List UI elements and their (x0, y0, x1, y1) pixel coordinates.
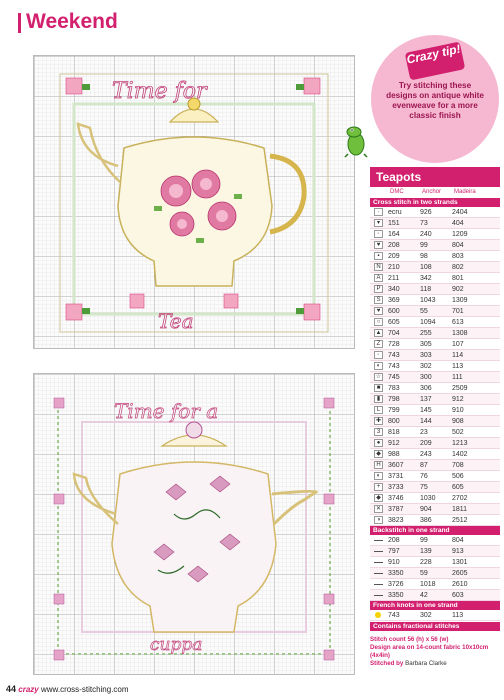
crocodile-icon (343, 124, 369, 158)
key-row (370, 482, 500, 493)
thread-anchor: 55 (420, 307, 428, 315)
thread-madeira: 2702 (452, 494, 468, 502)
thread-anchor: 1043 (420, 296, 436, 304)
thread-anchor: 1030 (420, 494, 436, 502)
stitch-symbol: · (374, 208, 383, 216)
key-row (370, 372, 500, 383)
thread-anchor: 228 (420, 558, 432, 566)
stitch-symbol: ✚ (375, 418, 382, 424)
thread-anchor: 73 (420, 219, 428, 227)
stitch-symbol: ■ (374, 384, 383, 392)
thread-dmc: 369 (388, 296, 400, 304)
stitch-symbol: ◆ (374, 494, 383, 502)
stitched-by-row (370, 660, 500, 668)
thread-anchor: 243 (420, 450, 432, 458)
stitch-symbol: ☆ (375, 374, 382, 380)
key-row (370, 546, 500, 557)
stitch-symbol: ● (374, 439, 383, 447)
thread-anchor: 255 (420, 329, 432, 337)
thread-anchor: 904 (420, 505, 432, 513)
key-row (370, 350, 500, 361)
french-knot-list (370, 610, 500, 621)
key-row (370, 317, 500, 328)
stitched-by-name: Barbara Clarke (405, 660, 447, 667)
thread-madeira: 804 (452, 536, 464, 544)
key-row (370, 295, 500, 306)
thread-dmc: 211 (388, 274, 400, 282)
thread-anchor: 75 (420, 483, 428, 491)
thread-dmc: 3607 (388, 461, 404, 469)
key-row (370, 306, 500, 317)
page-title: Weekend (26, 10, 118, 33)
stitch-symbol: ○ (374, 318, 383, 326)
thread-dmc: 799 (388, 406, 400, 414)
thread-anchor: 98 (420, 252, 428, 260)
cross-stitch-list (370, 207, 500, 526)
backstitch-line-icon (374, 562, 383, 563)
thread-anchor: 300 (420, 373, 432, 381)
thread-anchor: 145 (420, 406, 432, 414)
thread-anchor: 303 (420, 351, 432, 359)
thread-dmc: 600 (388, 307, 400, 315)
thread-anchor: 1018 (420, 580, 436, 588)
thread-madeira: 2509 (452, 384, 468, 392)
backstitch-line-icon (374, 551, 383, 552)
french-knot-dot-icon (375, 612, 381, 618)
thread-madeira: 506 (452, 472, 464, 480)
thread-madeira: 113 (452, 611, 464, 619)
thread-madeira: 404 (452, 219, 464, 227)
key-row (370, 251, 500, 262)
top-chart-line1: Time for (112, 79, 207, 104)
thread-dmc: 745 (388, 373, 400, 381)
section-backstitch: Backstitch in one strand (370, 526, 500, 535)
thread-madeira: 913 (452, 547, 464, 555)
stitch-symbol: ✕ (375, 506, 382, 512)
thread-dmc: 208 (388, 536, 400, 544)
tip-badge: Crazy tip! (405, 41, 466, 80)
thread-madeira: 804 (452, 241, 464, 249)
top-teapot-chart (33, 55, 355, 349)
key-row (370, 579, 500, 590)
key-row (370, 515, 500, 526)
key-column-headers (370, 187, 500, 198)
thread-anchor: 99 (420, 241, 428, 249)
key-row (370, 218, 500, 229)
thread-anchor: 342 (420, 274, 432, 282)
thread-dmc: 743 (388, 362, 400, 370)
thread-anchor: 926 (420, 208, 432, 216)
key-row (370, 405, 500, 416)
thread-dmc: 743 (388, 351, 400, 359)
thread-anchor: 99 (420, 536, 428, 544)
key-row (370, 284, 500, 295)
thread-anchor: 302 (420, 362, 432, 370)
thread-madeira: 613 (452, 318, 464, 326)
stitch-symbol: Z (374, 340, 383, 348)
thread-anchor: 306 (420, 384, 432, 392)
stitch-symbol: ◦ (374, 351, 383, 359)
key-row (370, 262, 500, 273)
thread-madeira: 1402 (452, 450, 468, 458)
stitch-symbol: P (374, 285, 383, 293)
thread-dmc: 209 (388, 252, 400, 260)
thread-dmc: 3746 (388, 494, 404, 502)
thread-dmc: 3350 (388, 591, 404, 599)
thread-madeira: 114 (452, 351, 464, 359)
thread-madeira: 1308 (452, 329, 468, 337)
thread-dmc: 208 (388, 241, 400, 249)
stitch-symbol: ♥ (374, 241, 383, 249)
thread-madeira: 2605 (452, 569, 468, 577)
key-row (370, 240, 500, 251)
key-row (370, 328, 500, 339)
stitch-symbol: ▾ (374, 219, 383, 227)
stitch-symbol: A (374, 274, 383, 282)
section-french-knots: French knots in one strand (370, 601, 500, 610)
section-cross-stitch: Cross stitch in two strands (370, 198, 500, 207)
stitch-symbol: H (374, 461, 383, 469)
stitch-symbol: ◆ (374, 450, 383, 458)
crazy-tip-bubble (371, 35, 499, 163)
magazine-brand: crazy (18, 685, 39, 694)
page-footer (6, 684, 129, 694)
thread-madeira: 2512 (452, 516, 468, 524)
stitch-symbol: + (374, 483, 383, 491)
section-fractional: Contains fractional stitches (370, 622, 500, 631)
thread-madeira: 902 (452, 285, 464, 293)
stitch-symbol: ▮ (374, 395, 383, 403)
col-dmc: DMC (390, 189, 404, 195)
thread-madeira: 605 (452, 483, 464, 491)
thread-anchor: 59 (420, 569, 428, 577)
thread-dmc: 3787 (388, 505, 404, 513)
thread-madeira: 708 (452, 461, 464, 469)
thread-madeira: 1209 (452, 230, 468, 238)
stitch-symbol: N (374, 263, 383, 271)
stitch-symbol: ▲ (375, 330, 382, 336)
stitch-symbol: L (374, 406, 383, 414)
key-row (370, 590, 500, 601)
stitch-symbol: ♥ (374, 307, 383, 315)
bottom-chart-line1: Time for a (114, 399, 219, 423)
thread-madeira: 803 (452, 252, 464, 260)
key-row (370, 229, 500, 240)
key-row (370, 460, 500, 471)
stitch-symbol: S (374, 296, 383, 304)
thread-dmc: 704 (388, 329, 400, 337)
thread-dmc: 210 (388, 263, 400, 271)
thread-anchor: 87 (420, 461, 428, 469)
thread-madeira: 802 (452, 263, 464, 271)
stitch-symbol: ◐ (374, 362, 383, 370)
key-row (370, 449, 500, 460)
thread-madeira: 2610 (452, 580, 468, 588)
thread-anchor: 302 (420, 611, 432, 619)
thread-madeira: 107 (452, 340, 464, 348)
thread-madeira: 1301 (452, 558, 468, 566)
key-row (370, 339, 500, 350)
backstitch-line-icon (374, 584, 383, 585)
thread-dmc: 164 (388, 230, 400, 238)
key-row (370, 416, 500, 427)
key-row (370, 610, 500, 621)
thread-dmc: 912 (388, 439, 400, 447)
thread-madeira: 603 (452, 591, 464, 599)
thread-madeira: 910 (452, 406, 464, 414)
key-row (370, 557, 500, 568)
stitched-by-label: Stitched by (370, 660, 404, 667)
key-row (370, 394, 500, 405)
key-row (370, 438, 500, 449)
stitch-info (370, 636, 500, 668)
thread-dmc: 605 (388, 318, 400, 326)
key-row (370, 427, 500, 438)
thread-dmc: 910 (388, 558, 400, 566)
thread-anchor: 305 (420, 340, 432, 348)
thread-anchor: 23 (420, 428, 428, 436)
key-title: Teapots (370, 167, 500, 187)
thread-anchor: 108 (420, 263, 432, 271)
thread-dmc: 3350 (388, 569, 404, 577)
thread-dmc: 3726 (388, 580, 404, 588)
col-anchor: Anchor (422, 189, 442, 195)
thread-dmc: 783 (388, 384, 400, 392)
thread-dmc: 151 (388, 219, 400, 227)
thread-madeira: 1213 (452, 439, 468, 447)
backstitch-line-icon (374, 540, 383, 541)
key-row (370, 273, 500, 284)
tip-text: Try stitching these designs on antique white evenweave for a more classic finish (386, 81, 484, 120)
thread-anchor: 144 (420, 417, 432, 425)
key-row (370, 383, 500, 394)
thread-anchor: 137 (420, 395, 432, 403)
backstitch-list (370, 535, 500, 601)
thread-dmc: 988 (388, 450, 400, 458)
thread-dmc: 797 (388, 547, 400, 555)
stitch-symbol: ◑ (374, 516, 383, 524)
thread-madeira: 701 (452, 307, 464, 315)
stitch-symbol: ◦ (374, 230, 383, 238)
website-url: www.cross-stitching.com (40, 685, 129, 694)
thread-dmc: 340 (388, 285, 400, 293)
thread-dmc: 743 (388, 611, 400, 619)
col-madeira: Madeira (454, 189, 476, 195)
thread-madeira: 2404 (452, 208, 468, 216)
top-chart-line2: Tea (158, 309, 194, 333)
key-row (370, 361, 500, 372)
thread-dmc: 798 (388, 395, 400, 403)
key-row (370, 471, 500, 482)
thread-dmc: 3733 (388, 483, 404, 491)
thread-madeira: 502 (452, 428, 464, 436)
thread-madeira: 111 (452, 373, 463, 381)
thread-anchor: 386 (420, 516, 432, 524)
thread-madeira: 113 (452, 362, 464, 370)
thread-anchor: 139 (420, 547, 432, 555)
thread-anchor: 1094 (420, 318, 436, 326)
key-row (370, 535, 500, 546)
thread-dmc: 3731 (388, 472, 404, 480)
thread-anchor: 76 (420, 472, 428, 480)
thread-dmc: 800 (388, 417, 400, 425)
thread-madeira: 912 (452, 395, 464, 403)
thread-anchor: 209 (420, 439, 432, 447)
page-number: 44 (6, 684, 17, 694)
thread-dmc: 3823 (388, 516, 404, 524)
bottom-chart-line2: cuppa (150, 635, 203, 655)
thread-madeira: 1811 (452, 505, 468, 513)
thread-dmc: 818 (388, 428, 400, 436)
thread-anchor: 42 (420, 591, 428, 599)
stitch-count: Stitch count 56 (h) x 56 (w) (370, 636, 449, 643)
thread-madeira: 1309 (452, 296, 468, 304)
key-row (370, 504, 500, 515)
thread-dmc: 728 (388, 340, 400, 348)
backstitch-line-icon (374, 573, 383, 574)
thread-dmc: ecru (388, 208, 402, 216)
thread-madeira: 908 (452, 417, 464, 425)
stitch-symbol: 3 (374, 428, 383, 436)
backstitch-line-icon (374, 595, 383, 596)
thread-madeira: 801 (452, 274, 464, 282)
stitch-symbol: ▪ (374, 252, 383, 260)
thread-anchor: 240 (420, 230, 432, 238)
design-area: Design area on 14-count fabric 10x10cm (4x4in) (370, 644, 489, 659)
bottom-teapot-chart (33, 373, 355, 675)
thread-anchor: 118 (420, 285, 432, 293)
stitch-symbol: ◐ (374, 472, 383, 480)
thread-key (370, 167, 500, 668)
key-row (370, 207, 500, 218)
key-row (370, 493, 500, 504)
key-row (370, 568, 500, 579)
